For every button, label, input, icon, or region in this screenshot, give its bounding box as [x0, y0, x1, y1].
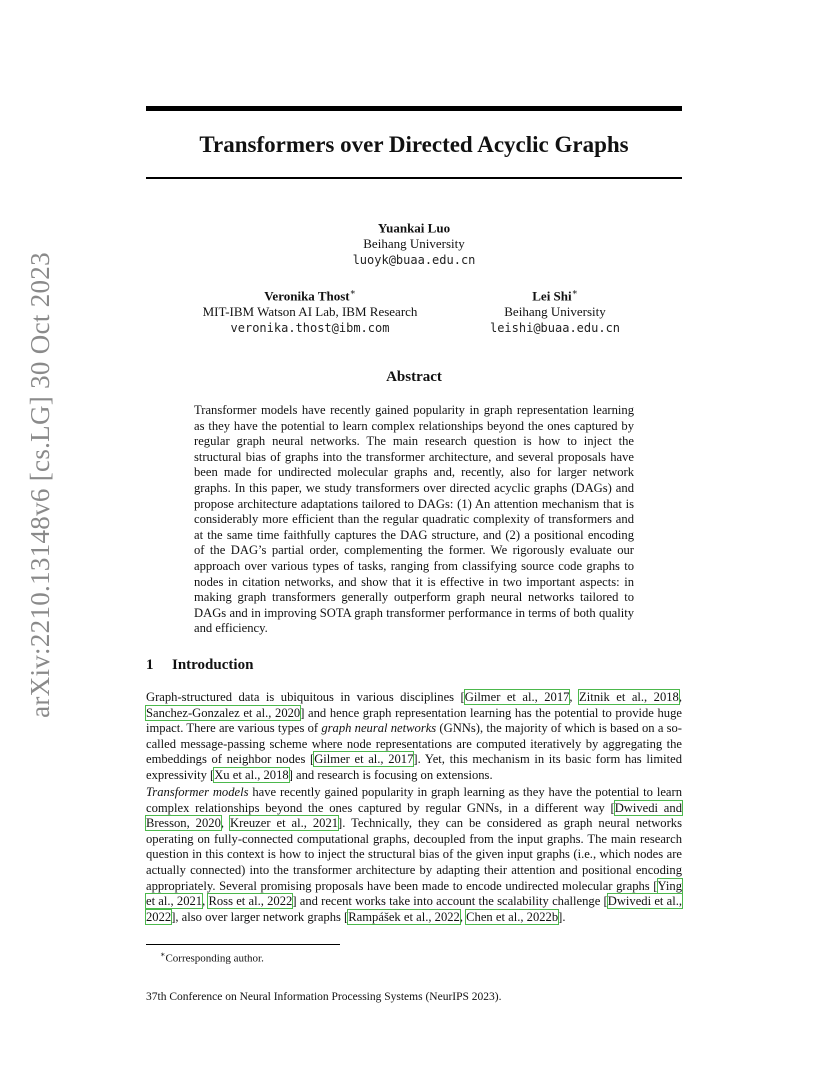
author-email[interactable]: leishi@buaa.edu.cn: [489, 321, 621, 336]
author-name: Veronika Thost∗: [264, 287, 356, 304]
author-affiliation: Beihang University: [504, 304, 606, 320]
abstract-heading: Abstract: [386, 369, 442, 385]
author-block-shi: [460, 284, 650, 336]
author-name: Yuankai Luo: [377, 220, 451, 236]
footnote: ∗Corresponding author.: [160, 950, 264, 965]
title-bottom-rule: [146, 177, 682, 179]
citation-link[interactable]: Dwivedi and Bresson, 2020: [146, 800, 682, 831]
section-title: Introduction: [172, 657, 254, 673]
abstract-text: Transformer models have recently gained popularity in graph representation learning as they have the potential to learn complex relationships beyond the ones captured by regular graph neural networks. The main research question is how to inject the structural bias of graphs into the transformer architecture, and several proposals have been made for undirected molecular graphs and, recently, also for larger network graphs. In this paper, we study transformers over directed acyclic graphs (DAGs) and propose architecture adaptations tailored to DAGs: (1) An attention mechanism that is considerably more efficient than the regular quadratic complexity of transformers and at the same time faithfully captures the DAG structure, and (2) a positional encoding of the DAG’s partial order, complementing the former. We rigorously evaluate our approach over various types of tasks, ranging from classifying source code graphs to nodes in citation networks, and show that it is effective in two important aspects: in making graph transformers generally outperform graph neural networks tailored to DAGs and in improving SOTA graph transformer performance in terms of both quality and efficiency.: [194, 403, 634, 636]
citation-link[interactable]: Kreuzer et al., 2021: [229, 816, 339, 831]
section-heading: [146, 655, 253, 675]
corresponding-mark: ∗: [571, 287, 578, 297]
footnote-rule: [146, 944, 340, 945]
citation-link[interactable]: Dwivedi et al., 2022: [146, 894, 683, 924]
citation-link[interactable]: Ross et al., 2022: [208, 894, 293, 909]
author-email[interactable]: veronika.thost@ibm.com: [230, 321, 390, 336]
intro-paragraph-2: Transformer models have recently gained popularity in graph learning as they have the potential to learn complex relationships beyond the ones captured by regular GNNs, in a different way [Dwivedi and Bresson, 2020, Kreuzer et al., 2021]. Technically, they can be considered as graph neural networks operating on fully-connected computational graphs, decoupled from the input graphs. The main research question in this context is how to inject the structural bias of the given input graphs (i.e., which nodes are actually connected) into the transformer architecture by adapting their attention and positional encoding appropriately. Several promising proposals have been made to encode undirected molecular graphs [Ying et al., 2021, Ross et al., 2022] and recent works take into account the scalability challenge [Dwivedi et al., 2022], also over larger network graphs [Rampášek et al., 2022, Chen et al., 2022b].: [146, 785, 683, 924]
citation-link[interactable]: Gilmer et al., 2017: [314, 752, 414, 767]
citation-link[interactable]: Rampášek et al., 2022: [348, 909, 460, 924]
author-affiliation: Beihang University: [363, 236, 465, 252]
author-block-luo: [314, 216, 514, 268]
arxiv-identifier[interactable]: arXiv:2210.13148v6 [cs.LG] 30 Oct 2023: [25, 252, 55, 718]
citation-link[interactable]: Chen et al., 2022b: [466, 909, 559, 924]
author-affiliation: MIT-IBM Watson AI Lab, IBM Research: [202, 304, 418, 320]
paper-title: Transformers over Directed Acyclic Graphs: [199, 132, 629, 157]
conference-note: 37th Conference on Neural Information Processing Systems (NeurIPS 2023).: [146, 991, 502, 1003]
citation-link[interactable]: Gilmer et al., 2017: [464, 690, 570, 704]
section-number: 1: [146, 657, 154, 673]
title-top-rule: [146, 106, 682, 111]
corresponding-mark: ∗: [349, 287, 356, 297]
citation-link[interactable]: Ying et al., 2021: [146, 878, 682, 909]
intro-paragraph-1: Graph-structured data is ubiquitous in various disciplines [Gilmer et al., 2017, Zitnik et al., 2018, Sanchez-Gonzalez et al., 2020] and hence graph representation learning has the potential to provide huge impact. There are various types of graph neural networks (GNNs), the majority of which is based on a so-called message-passing scheme where node representations are computed iteratively by aggregating the embeddings of neighbor nodes [Gilmer et al., 2017]. Yet, this mechanism in its basic form has limited expressivity [Xu et al., 2018] and research is focusing on extensions.: [146, 690, 683, 782]
citation-link[interactable]: Zitnik et al., 2018: [579, 690, 679, 704]
author-email[interactable]: luoyk@buaa.edu.cn: [352, 253, 476, 268]
citation-link[interactable]: Sanchez-Gonzalez et al., 2020: [146, 705, 301, 720]
citation-link[interactable]: Xu et al., 2018: [214, 767, 289, 782]
author-block-thost: [180, 284, 440, 336]
author-name: Lei Shi∗: [532, 287, 578, 304]
